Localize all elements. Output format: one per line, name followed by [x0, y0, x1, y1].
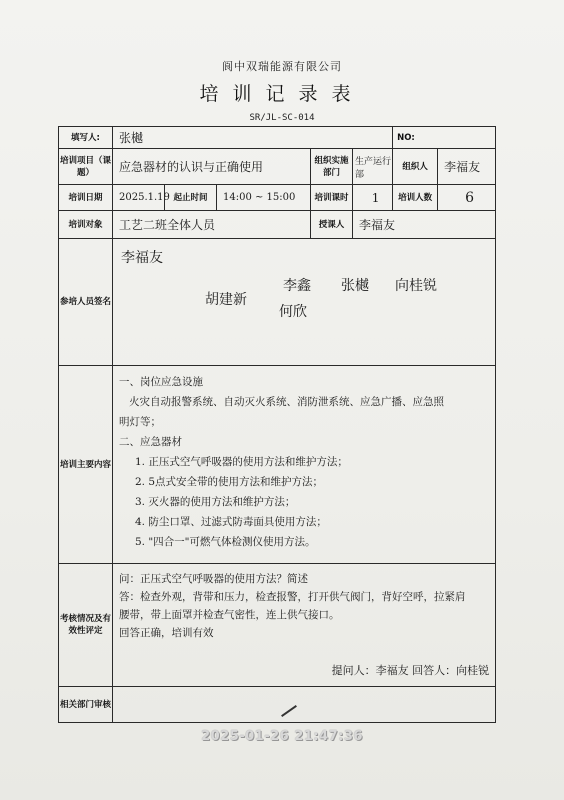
org-unit-value: 生产运行部 — [353, 149, 393, 185]
time-value: 14:00 ~ 15:00 — [217, 185, 311, 211]
content-line: 二、应急器材 — [119, 436, 182, 448]
assess-line: 问：正压式空气呼吸器的使用方法？简述 — [119, 573, 308, 585]
attendee-signature: 胡建新 — [205, 292, 247, 308]
project-label: 培训项目（课题） — [59, 149, 113, 185]
assess-line: 腰带，带上面罩并检查气密性，连上供气接口。 — [119, 609, 340, 621]
hours-value: 1 — [353, 185, 393, 211]
photo-timestamp: 2025-01-26 21:47:36 — [201, 729, 363, 744]
page-title: 培训记录表 — [199, 83, 365, 105]
content-label: 培训主要内容 — [59, 366, 113, 564]
content-line: 火灾自动报警系统、自动灭火系统、消防泄系统、应急广播、应急照 — [129, 396, 444, 408]
content-line: 2. 5点式安全带的使用方法和维护方法； — [135, 476, 324, 488]
count-value: 6 — [438, 185, 496, 211]
organizer-value: 李福友 — [438, 149, 496, 185]
attendee-signature: 李福友 — [121, 250, 163, 266]
project-row — [59, 149, 496, 185]
review-value — [113, 687, 496, 723]
date-row — [59, 185, 496, 211]
attendee-signature: 李鑫 — [283, 278, 311, 294]
attendee-signature: 何欣 — [279, 304, 307, 320]
company-name: 阆中双瑞能源有限公司 — [222, 60, 342, 73]
content-line: 一、岗位应急设施 — [119, 376, 203, 388]
date-label: 培训日期 — [59, 185, 113, 211]
content-line: 5. "四合一"可燃气体检测仪使用方法。 — [135, 536, 316, 548]
filler-row — [59, 127, 496, 149]
attendee-signature: 张樾 — [341, 278, 369, 294]
organizer-label: 组织人 — [393, 149, 438, 185]
content-line: 1. 正压式空气呼吸器的使用方法和维护方法； — [135, 456, 348, 468]
lecturer-value: 李福友 — [353, 211, 496, 239]
content-line: 3. 灭火器的使用方法和维护方法； — [135, 496, 296, 508]
filler-label: 填写人: — [59, 127, 113, 149]
content-line: 4. 防尘口罩、过滤式防毒面具使用方法； — [135, 516, 327, 528]
time-label: 起止时间 — [165, 185, 217, 211]
attendees-label: 参培人员签名 — [59, 239, 113, 366]
org-unit-label: 组织实施部门 — [311, 149, 353, 185]
assess-line: 答：检查外观，背带和压力，检查报警，打开供气阀门，背好空呼，拉紧肩 — [119, 591, 466, 603]
review-row — [59, 687, 496, 723]
date-value: 2025.1.19 — [113, 185, 165, 211]
lecturer-label: 授课人 — [311, 211, 353, 239]
assess-signature: 提问人：李福友 回答人：向桂锐 — [331, 664, 490, 677]
target-label: 培训对象 — [59, 211, 113, 239]
filler-value: 张樾 — [113, 127, 393, 149]
count-label: 培训人数 — [393, 185, 438, 211]
assess-label: 考核情况及有效性评定 — [59, 564, 113, 687]
review-label: 相关部门审核 — [59, 687, 113, 723]
document-code: SR/JL-SC-014 — [249, 113, 315, 123]
target-value: 工艺二班全体人员 — [113, 211, 311, 239]
target-row — [59, 211, 496, 239]
attendees-row — [59, 239, 496, 366]
assess-row — [59, 564, 496, 687]
project-value: 应急器材的认识与正确使用 — [113, 149, 311, 185]
assess-text — [113, 564, 495, 686]
content-line: 明灯等； — [119, 416, 161, 428]
no-label: NO: — [397, 132, 415, 143]
record-table — [58, 126, 496, 723]
content-row — [59, 366, 496, 564]
attendee-signature: 向桂锐 — [395, 278, 437, 294]
content-text — [113, 366, 495, 556]
assess-line: 回答正确，培训有效 — [119, 627, 214, 639]
hours-label: 培训课时 — [311, 185, 353, 211]
attendee-signatures — [113, 239, 495, 365]
